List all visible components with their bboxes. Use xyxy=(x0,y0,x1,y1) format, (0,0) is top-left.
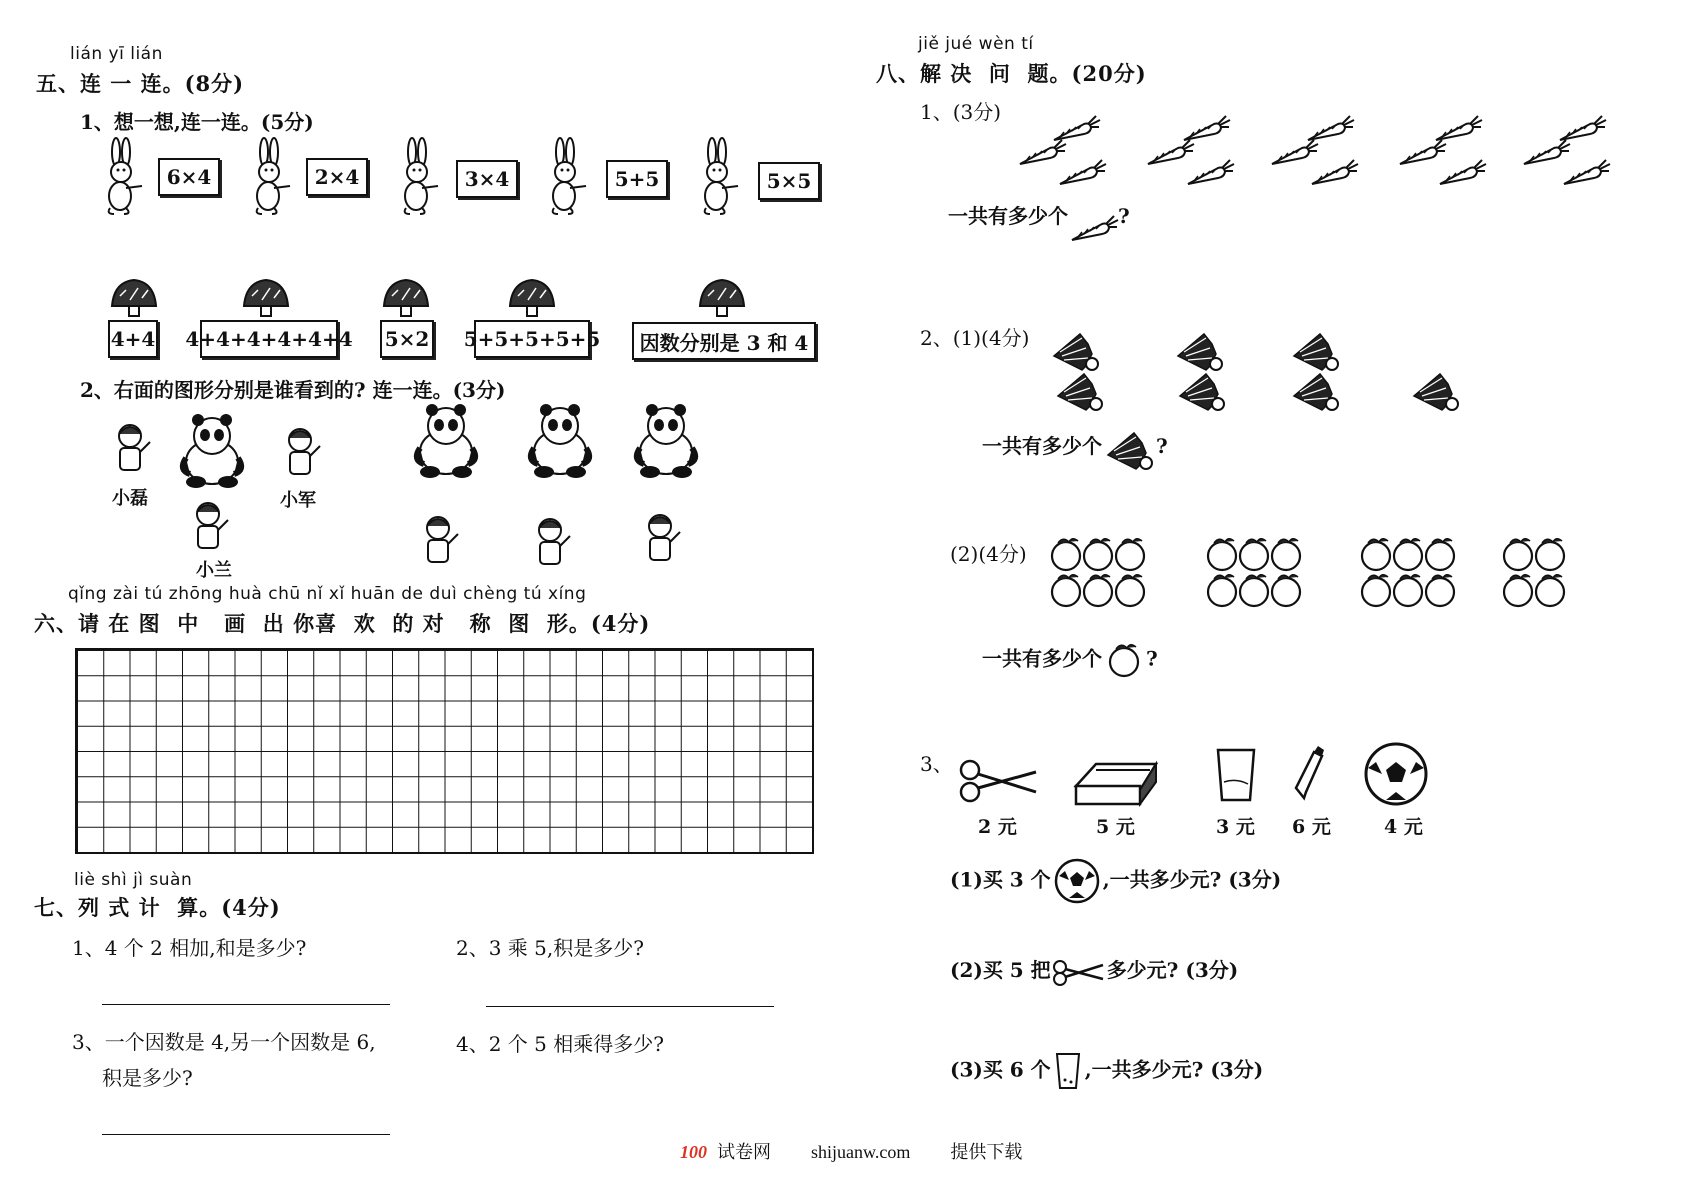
s8-q2b: (2)(4分) xyxy=(950,542,1027,566)
carrot-icon xyxy=(1312,160,1358,184)
q1-ask-mark: ? xyxy=(1118,204,1130,228)
mushroom-icon xyxy=(112,280,156,316)
price-pen: 6 元 xyxy=(1292,816,1331,838)
mushroom-icon xyxy=(510,280,554,316)
shuttlecock-icon xyxy=(1294,374,1338,410)
s7-title: 七、列 式 计 算。(4分) xyxy=(34,895,281,920)
s7-pinyin: liè shì jì suàn xyxy=(74,870,193,890)
carrot-icon xyxy=(1020,140,1066,164)
rabbit-icon xyxy=(553,138,586,214)
s7-q4: 4、2 个 5 相乘得多少? xyxy=(456,1032,664,1056)
s7-q3a: 3、一个因数是 4,另一个因数是 6, xyxy=(72,1030,376,1054)
q2-ask-mark: ? xyxy=(1156,434,1168,458)
q2b-ask-mark: ? xyxy=(1146,646,1158,671)
shuttlecock-icon xyxy=(1414,374,1458,410)
s8-q2: 2、(1)(4分) xyxy=(920,326,1030,350)
shuttlecock-icon xyxy=(1102,433,1156,463)
q3-1-text-a: (1)买 3 个 xyxy=(950,867,1051,892)
s8-q1: 1、(3分) xyxy=(920,100,1002,124)
mushroom-box-1: 4+4 xyxy=(108,320,158,358)
panda-icon xyxy=(417,404,475,478)
carrot-icon xyxy=(1184,116,1230,140)
q2-ask xyxy=(982,430,1168,463)
q3-1-text-b: ,一共多少元? (3分) xyxy=(1102,867,1282,892)
q1-ask xyxy=(948,200,1130,230)
name-xiaolei: 小磊 xyxy=(112,488,148,509)
s8-q3: 3、 xyxy=(920,752,953,776)
kid-icon xyxy=(119,425,150,470)
footer-site-name: 试卷网 xyxy=(717,1142,771,1162)
shuttlecock-icon xyxy=(1054,334,1098,370)
q2b-ask-text: 一共有多少个 xyxy=(982,646,1102,671)
view-pictures xyxy=(100,410,720,570)
apple-icon xyxy=(1102,640,1146,680)
scissors-icon xyxy=(961,761,1036,801)
shuttlecock-icon xyxy=(1058,374,1102,410)
s7-q2: 2、3 乘 5,积是多少? xyxy=(456,936,644,960)
price-cup: 3 元 xyxy=(1216,816,1255,838)
carrot-icon xyxy=(1148,140,1194,164)
q2-ask-text: 一共有多少个 xyxy=(982,434,1102,458)
footer-url[interactable]: shijuanw.com xyxy=(811,1142,911,1162)
rabbit-icon xyxy=(257,138,290,214)
mushroom-box-5: 因数分别是 3 和 4 xyxy=(632,322,816,360)
s8-title: 八、解 决 问 题。(20分) xyxy=(876,61,1147,86)
s6-pinyin: qǐng zài tú zhōng huà chū nǐ xǐ huān de duì chèng tú xíng xyxy=(68,584,587,604)
soccer-ball-icon xyxy=(1051,858,1103,904)
s5-title: 五、连 一 连。(8分) xyxy=(36,71,245,96)
mushroom-box-4: 5+5+5+5+5 xyxy=(474,320,590,358)
kid-icon xyxy=(197,503,228,548)
rabbit-box-3: 3×4 xyxy=(456,160,518,198)
q2b-ask xyxy=(982,640,1158,680)
apple-group xyxy=(1362,539,1454,606)
s8-pinyin: jiě jué wèn tí xyxy=(918,34,1034,54)
pen-icon xyxy=(1296,746,1324,798)
footer-logo: 100 xyxy=(680,1142,707,1162)
carrot-icon xyxy=(1272,140,1318,164)
rabbit-icon xyxy=(109,138,142,214)
carrot-icon xyxy=(1400,140,1446,164)
carrot-icon xyxy=(1440,160,1486,184)
q3-3-text-a: (3)买 6 个 xyxy=(950,1057,1051,1082)
footer-provide: 提供下载 xyxy=(950,1142,1023,1162)
mushroom-icon xyxy=(384,280,428,316)
q3-3 xyxy=(950,1050,1263,1092)
shuttlecock-icon xyxy=(1178,334,1222,370)
name-xiaolan: 小兰 xyxy=(196,560,232,581)
shop-items xyxy=(956,742,1436,812)
drawing-grid[interactable] xyxy=(75,648,814,854)
shuttlecock-icon xyxy=(1294,334,1338,370)
s6-title: 六、请 在 图 中 画 出 你喜 欢 的 对 称 图 形。(4分) xyxy=(34,611,651,636)
s5-pinyin: lián yī lián xyxy=(70,44,163,64)
carrot-icon xyxy=(1060,160,1106,184)
name-xiaojun: 小军 xyxy=(280,490,316,511)
s7-q3b: 积是多少? xyxy=(102,1066,193,1090)
carrot-icon xyxy=(1560,116,1606,140)
carrot-icon xyxy=(1308,116,1354,140)
apple-group xyxy=(1052,539,1144,606)
panda-icon xyxy=(531,404,589,478)
kid-icon xyxy=(539,519,570,564)
q3-1 xyxy=(950,858,1281,904)
rabbit-box-4: 5+5 xyxy=(606,160,668,198)
panda-icon xyxy=(183,414,241,488)
q1-ask-text: 一共有多少个 xyxy=(948,204,1068,228)
panda-icon xyxy=(637,404,695,478)
carrot-icon xyxy=(1188,160,1234,184)
s5-q1: 1、想一想,连一连。(5分) xyxy=(80,110,314,134)
rabbit-box-5: 5×5 xyxy=(758,162,820,200)
mushroom-icon xyxy=(700,280,744,316)
answer-line-2[interactable] xyxy=(486,1006,774,1007)
cup-icon xyxy=(1218,750,1254,800)
price-ball: 4 元 xyxy=(1384,816,1423,838)
apple-group xyxy=(1504,539,1564,606)
carrot-icon xyxy=(1564,160,1610,184)
answer-line-3[interactable] xyxy=(102,1134,390,1135)
carrot-icon xyxy=(1068,206,1118,230)
cup-icon xyxy=(1051,1050,1085,1092)
q3-2-text-a: (2)买 5 把 xyxy=(950,958,1051,982)
apple-group xyxy=(1208,539,1300,606)
kid-icon xyxy=(289,429,320,474)
price-pencil-case: 5 元 xyxy=(1096,816,1135,838)
rabbit-icon xyxy=(705,138,738,214)
shuttlecock-icon xyxy=(1180,374,1224,410)
rabbit-box-2: 2×4 xyxy=(306,158,368,196)
q3-2-text-b: 多少元? (3分) xyxy=(1106,958,1239,982)
mushroom-row xyxy=(100,280,820,320)
carrot-icon xyxy=(1054,116,1100,140)
pencil-case-icon xyxy=(1076,764,1156,804)
kid-icon xyxy=(649,515,680,560)
answer-line-1[interactable] xyxy=(102,1004,390,1005)
s5-q2: 2、右面的图形分别是谁看到的? 连一连。(3分) xyxy=(80,378,506,402)
carrot-icon xyxy=(1436,116,1482,140)
mushroom-box-3: 5×2 xyxy=(380,320,434,358)
carrot-groups xyxy=(1010,100,1630,180)
soccer-ball-icon xyxy=(1366,744,1426,804)
scissors-icon xyxy=(1051,957,1107,987)
carrot-icon xyxy=(1524,140,1570,164)
q3-3-text-b: ,一共多少元? (3分) xyxy=(1084,1057,1264,1082)
mushroom-icon xyxy=(244,280,288,316)
kid-icon xyxy=(427,517,458,562)
rabbit-box-1: 6×4 xyxy=(158,158,220,196)
apple-groups xyxy=(1040,536,1600,616)
mushroom-box-2: 4+4+4+4+4+4 xyxy=(200,320,338,358)
shuttlecocks xyxy=(1050,330,1470,420)
footer xyxy=(680,1138,1022,1164)
price-scissors: 2 元 xyxy=(978,816,1017,838)
rabbit-icon xyxy=(405,138,438,214)
s7-q1: 1、4 个 2 相加,和是多少? xyxy=(72,936,307,960)
q3-2 xyxy=(950,954,1238,987)
